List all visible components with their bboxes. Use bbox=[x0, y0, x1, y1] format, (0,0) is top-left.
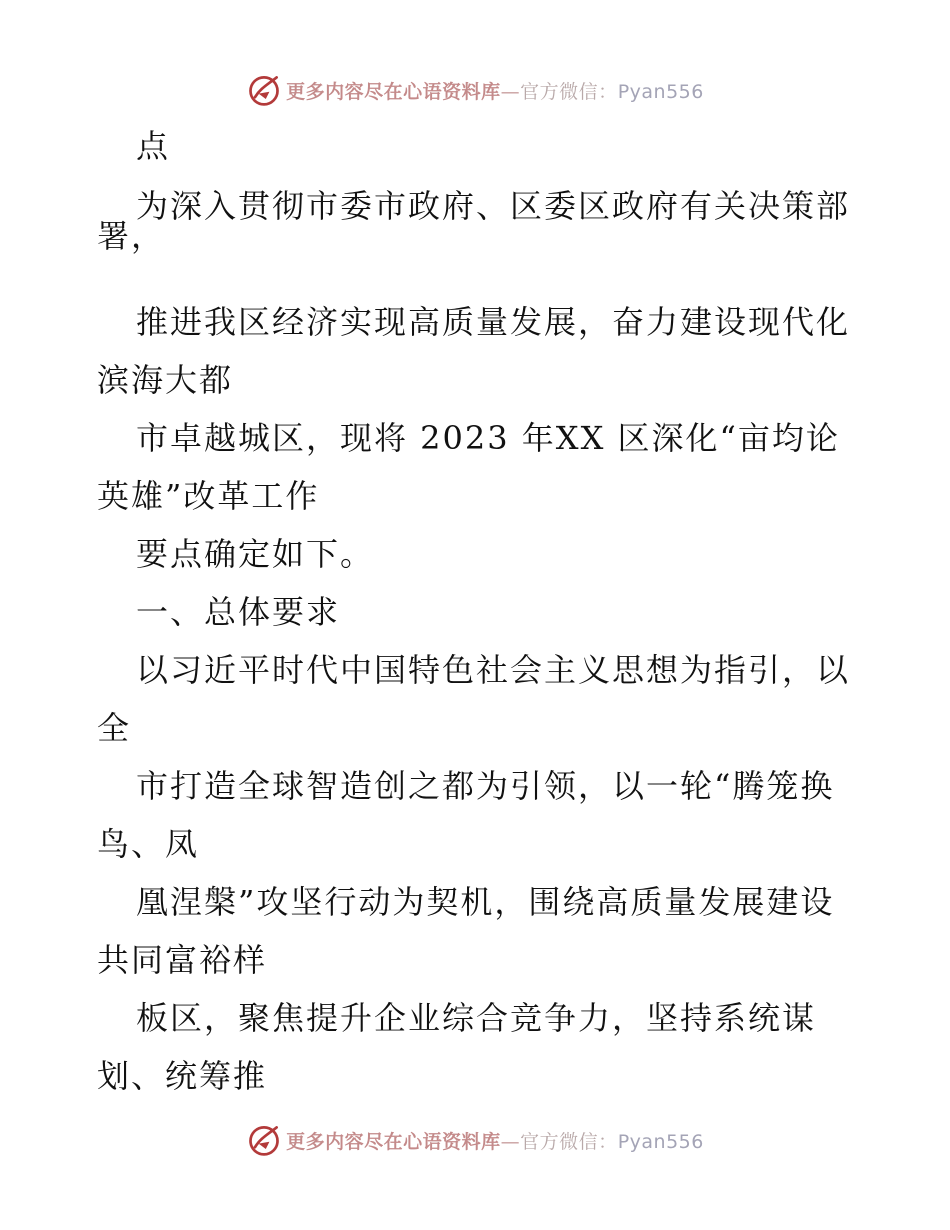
body-line: 划、统筹推 bbox=[97, 1057, 268, 1095]
footer-banner bbox=[0, 1120, 950, 1160]
footer-brand: 更多内容尽在心语资料库 bbox=[286, 1130, 501, 1153]
body-line: 市卓越城区，现将 2023 年XX 区深化“亩均论 bbox=[136, 419, 840, 457]
header-banner bbox=[0, 70, 950, 110]
footer-wechat-id: Pyan556 bbox=[617, 1130, 704, 1153]
body-line: 要点确定如下。 bbox=[136, 535, 375, 573]
body-line: 鸟、凤 bbox=[97, 825, 200, 863]
body-line: 为深入贯彻市委市政府、区委区政府有关决策部 bbox=[136, 187, 851, 225]
brand-logo-icon bbox=[246, 72, 282, 108]
body-line: 推进我区经济实现高质量发展，奋力建设现代化 bbox=[136, 303, 851, 341]
body-line: 点 bbox=[136, 127, 171, 165]
body-line: 市打造全球智造创之都为引领，以一轮“腾笼换 bbox=[136, 767, 835, 805]
header-wechat-id: Pyan556 bbox=[617, 80, 704, 103]
brand-logo-icon bbox=[246, 1122, 282, 1158]
header-banner-text bbox=[286, 77, 704, 104]
body-line: 全 bbox=[97, 709, 132, 747]
body-line: 署， bbox=[97, 217, 166, 255]
header-separator: — bbox=[500, 80, 521, 103]
footer-separator: — bbox=[500, 1130, 521, 1153]
body-line: 英雄”改革工作 bbox=[97, 477, 320, 515]
body-line: 凰涅槃”攻坚行动为契机，围绕高质量发展建设 bbox=[136, 883, 835, 921]
section-heading: 一、总体要求 bbox=[136, 593, 341, 631]
header-brand: 更多内容尽在心语资料库 bbox=[286, 80, 501, 103]
body-line: 以习近平时代中国特色社会主义思想为指引，以 bbox=[136, 651, 851, 689]
header-wechat-label: 官方微信： bbox=[520, 80, 618, 103]
footer-banner-text bbox=[286, 1127, 704, 1154]
footer-wechat-label: 官方微信： bbox=[520, 1130, 618, 1153]
body-line: 共同富裕样 bbox=[97, 941, 268, 979]
body-line: 滨海大都 bbox=[97, 361, 234, 399]
body-line: 板区，聚焦提升企业综合竞争力，坚持系统谋 bbox=[136, 999, 817, 1037]
